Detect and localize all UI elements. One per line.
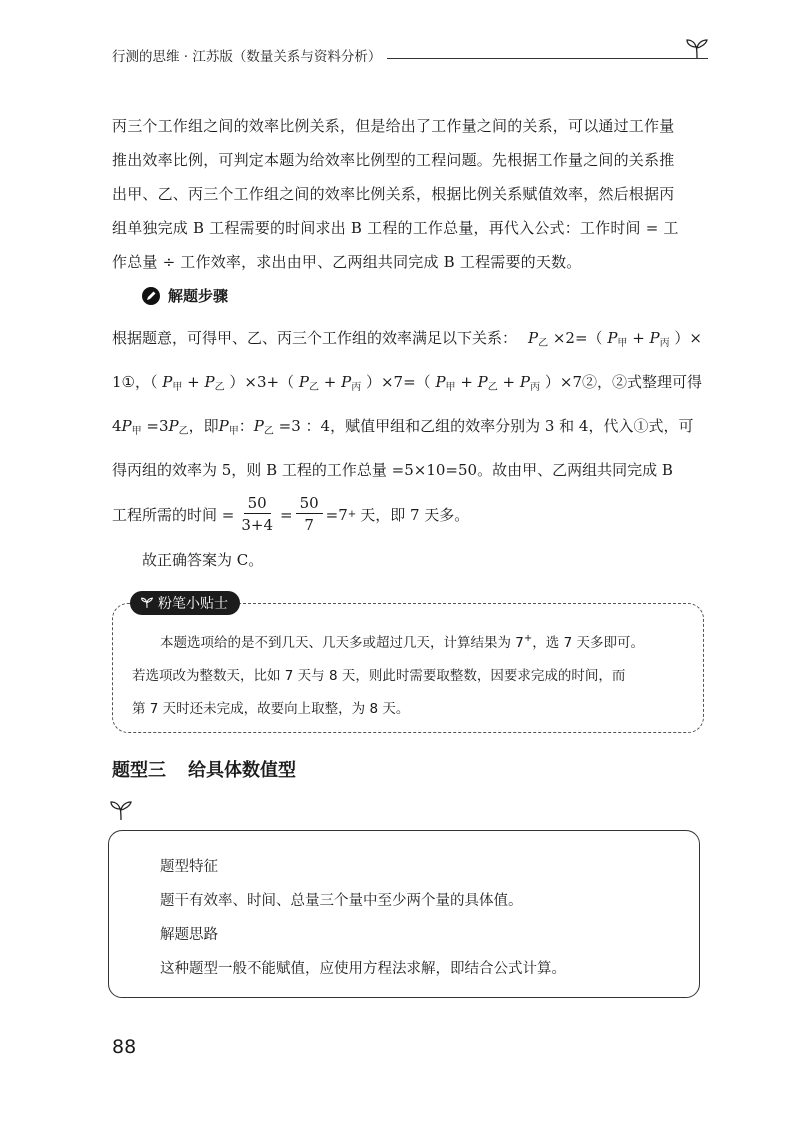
superscript: +: [523, 633, 533, 644]
tip-tag-label: 粉笔小贴士: [158, 596, 228, 612]
step-expression: [112, 371, 540, 393]
step-line-5: [112, 493, 702, 536]
variable: P: [168, 417, 179, 435]
variable: P: [218, 417, 229, 435]
result: =7: [325, 505, 348, 524]
variable: P: [435, 373, 446, 391]
approach-heading: 解题思路: [160, 927, 218, 943]
step-line-2: [112, 371, 702, 393]
variable: P: [607, 329, 618, 347]
operator: +: [187, 373, 200, 391]
tip-line: [132, 622, 684, 660]
denominator: 3+4: [241, 516, 273, 534]
text: 工程所需的时间 =: [112, 506, 235, 524]
superscript: +: [347, 509, 357, 520]
text: =3 ：4，赋值甲组和乙组的效率分别为 3 和 4，代入①式，可: [278, 417, 694, 435]
variable: P: [341, 373, 352, 391]
page-number: 88: [112, 1036, 137, 1058]
text: 天，即 7 天多。: [360, 506, 470, 524]
text: 1①，（: [112, 373, 158, 391]
step-line-1: [112, 327, 702, 349]
operator: =: [280, 505, 293, 524]
section-title: [112, 756, 296, 782]
variable: P: [298, 373, 309, 391]
subscript: 乙: [178, 426, 189, 437]
answer-line: 故正确答案为 C。: [142, 551, 264, 569]
operator: +: [323, 373, 337, 391]
operator: ）×3+（: [229, 373, 295, 391]
operator: +: [460, 373, 473, 391]
subscript: 甲: [445, 382, 456, 393]
step-expression: [528, 327, 702, 349]
running-header: [112, 44, 708, 66]
steps-heading: [142, 285, 228, 306]
text: ，选 7 天多即可。: [532, 635, 644, 651]
text: ：: [238, 417, 254, 435]
operator: ×2=（: [552, 329, 603, 347]
step-line-4: 得丙组的效率为 5，则 B 工程的工作总量 =5×10=50。故由甲、乙两组共同完成 B: [112, 461, 673, 479]
subscript: 甲: [228, 426, 239, 437]
intro-line: 出甲、乙、丙三个工作组之间的效率比例关系，根据比例关系赋值效率，然后根据丙: [112, 185, 675, 203]
subscript: 甲: [131, 426, 142, 437]
intro-line: 推出效率比例，可判定本题为给效率比例型的工程问题。先根据工作量之间的关系推: [112, 151, 675, 169]
variable: P: [204, 373, 215, 391]
numerator: 50: [296, 493, 323, 514]
text: =3: [146, 417, 169, 435]
tip-line: 若选项改为整数天，比如 7 天与 8 天，则此时需要取整数，因要求完成的时间，而: [132, 668, 626, 684]
intro-paragraph: [112, 109, 702, 279]
text: 本题选项给的是不到几天、几天多或超过几天，计算结果为 7: [160, 635, 524, 651]
numerator: 50: [244, 493, 271, 514]
variable: P: [527, 329, 539, 347]
variable: P: [649, 329, 660, 347]
subscript: 乙: [214, 382, 225, 393]
step-text: ）×7②，②式整理可得: [544, 373, 702, 391]
subscript: 甲: [172, 382, 183, 393]
subscript: 乙: [308, 382, 319, 393]
operator: ）×: [674, 329, 702, 347]
subscript: 丙: [351, 382, 362, 393]
tip-tag: [130, 591, 240, 615]
subscript: 甲: [617, 338, 628, 349]
subscript: 丙: [659, 338, 670, 349]
denominator: 7: [304, 516, 314, 534]
intro-line: 组单独完成 B 工程需要的时间求出 B 工程的工作总量，再代入公式：工作时间 = 工: [112, 219, 679, 237]
subscript: 乙: [263, 426, 274, 437]
section-heading: 给具体数值型: [188, 760, 296, 781]
steps-heading-label: 解题步骤: [168, 287, 229, 305]
approach-text: 这种题型一般不能赋值，应使用方程法求解，即结合公式计算。: [160, 961, 566, 977]
text: 4: [112, 417, 122, 435]
intro-line: 丙三个工作组之间的效率比例关系，但是给出了工作量之间的关系，可以通过工作量: [112, 117, 675, 135]
section-number: 题型三: [112, 760, 166, 781]
variable: P: [477, 373, 488, 391]
tip-line: 第 7 天时还未完成，故要向上取整，为 8 天。: [132, 701, 410, 717]
operator: ）×7=（: [365, 373, 431, 391]
step-text: 根据题意，可得甲、乙、丙三个工作组的效率满足以下关系：: [112, 329, 518, 347]
subscript: 乙: [487, 382, 498, 393]
subscript: 丙: [530, 382, 540, 393]
variable: P: [121, 417, 132, 435]
feature-text: 题干有效率、时间、总量三个量中至少两个量的具体值。: [160, 893, 523, 909]
pen-circle-icon: [142, 287, 160, 305]
feature-heading: 题型特征: [160, 859, 218, 875]
fraction: [296, 493, 323, 536]
intro-line: 作总量 ÷ 工作效率，求出由甲、乙两组共同完成 B 工程需要的天数。: [112, 253, 582, 271]
sprout-icon: [684, 38, 710, 60]
time-formula: [112, 493, 469, 536]
operator: +: [502, 373, 516, 391]
sprout-icon: [108, 800, 134, 822]
header-title: 行测的思维 · 江苏版（数量关系与资料分析）: [112, 49, 382, 65]
variable: P: [519, 373, 530, 391]
fraction: [237, 493, 277, 536]
subscript: 乙: [538, 338, 549, 349]
variable: P: [253, 417, 264, 435]
tip-text: [132, 622, 684, 726]
operator: +: [632, 329, 645, 347]
text: ，即: [188, 417, 219, 435]
variable: P: [162, 373, 173, 391]
sprout-icon: [140, 597, 154, 609]
info-card-text: [160, 850, 680, 986]
step-line-3: [112, 415, 702, 437]
header-rule: [387, 57, 708, 59]
